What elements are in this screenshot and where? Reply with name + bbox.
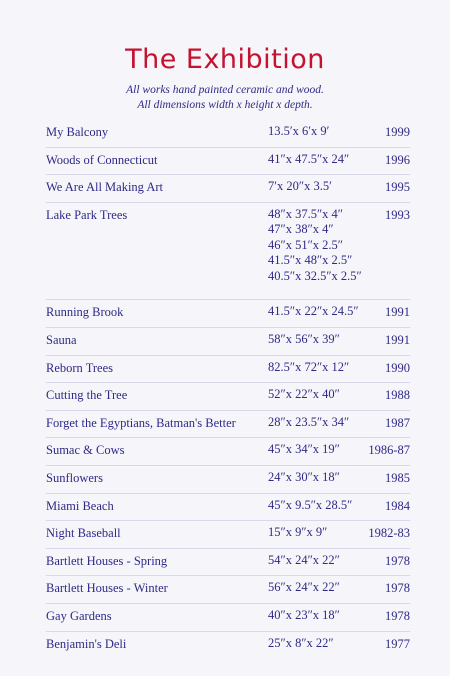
work-title: Lake Park Trees <box>46 207 128 222</box>
work-year: 1996 <box>385 152 410 167</box>
work-row <box>46 437 410 465</box>
work-dimensions <box>268 152 378 168</box>
work-dimensions <box>268 442 378 458</box>
work-dimensions <box>268 360 378 376</box>
dimension-line: 48″x 37.5″x 4″ <box>268 206 343 221</box>
work-row <box>46 120 410 147</box>
dimension-line: 46″x 51″x 2.5″ <box>268 237 343 252</box>
work-year: 1993 <box>385 207 410 222</box>
work-year: 1990 <box>385 360 410 375</box>
work-row <box>46 520 410 548</box>
work-title: Sunflowers <box>46 470 103 485</box>
work-row <box>46 575 410 603</box>
work-dimensions <box>268 608 378 624</box>
dimension-line: 15″x 9″x 9″ <box>268 525 328 540</box>
work-title: My Balcony <box>46 125 109 139</box>
work-dimensions <box>268 124 378 140</box>
work-row <box>46 174 410 202</box>
work-row <box>46 147 410 175</box>
work-dimensions <box>268 553 378 569</box>
dimension-line: 25″x 8″x 22″ <box>268 635 334 650</box>
work-year: 1999 <box>385 125 410 139</box>
work-title: Cutting the Tree <box>46 388 128 403</box>
work-row <box>46 202 410 300</box>
work-year: 1991 <box>385 332 410 347</box>
work-title: Sumac & Cows <box>46 443 125 458</box>
work-row <box>46 493 410 521</box>
work-year: 1988 <box>385 388 410 403</box>
work-title: Bartlett Houses - Spring <box>46 553 168 568</box>
work-year: 1991 <box>385 305 410 320</box>
dimension-line: 45″x 34″x 19″ <box>268 442 340 457</box>
work-year: 1986-87 <box>368 443 410 458</box>
work-year: 1987 <box>385 415 410 430</box>
work-title: Benjamin's Deli <box>46 636 127 651</box>
work-title: Running Brook <box>46 305 124 320</box>
work-year: 1984 <box>385 498 410 513</box>
work-title: Woods of Connecticut <box>46 152 158 167</box>
work-dimensions <box>268 332 378 348</box>
dimension-line: 7′x 20″x 3.5′ <box>268 179 332 194</box>
work-year: 1978 <box>385 608 410 623</box>
work-row <box>46 382 410 410</box>
dimension-line: 45″x 9.5″x 28.5″ <box>268 497 353 512</box>
dimension-line: 82.5″x 72″x 12″ <box>268 359 350 374</box>
work-row <box>46 410 410 438</box>
work-row <box>46 603 410 631</box>
work-year: 1977 <box>385 636 410 651</box>
work-year: 1978 <box>385 581 410 596</box>
work-dimensions <box>268 580 378 596</box>
work-row <box>46 299 410 327</box>
work-year: 1985 <box>385 470 410 485</box>
subtitle-dimensions-note: All dimensions width x height x depth. <box>137 99 313 111</box>
dimension-line: 41.5″x 22″x 24.5″ <box>268 304 359 319</box>
work-row <box>46 548 410 576</box>
work-dimensions <box>268 498 378 514</box>
works-list <box>46 120 410 658</box>
subtitle-materials: All works hand painted ceramic and wood. <box>126 84 324 96</box>
dimension-line: 41″x 47.5″x 24″ <box>268 151 350 166</box>
dimension-line: 56″x 24″x 22″ <box>268 580 340 595</box>
work-dimensions <box>268 470 378 486</box>
work-year: 1982-83 <box>368 526 410 541</box>
work-title: Bartlett Houses - Winter <box>46 581 168 596</box>
dimension-line: 40.5″x 32.5″x 2.5″ <box>268 268 362 283</box>
work-dimensions <box>268 387 378 403</box>
dimension-line: 52″x 22″x 40″ <box>268 387 340 402</box>
dimension-line: 40″x 23″x 18″ <box>268 607 340 622</box>
work-dimensions <box>268 525 378 541</box>
page-title: The Exhibition <box>125 44 325 75</box>
work-dimensions <box>268 207 378 285</box>
work-title: We Are All Making Art <box>46 180 164 195</box>
work-row <box>46 631 410 659</box>
work-year: 1978 <box>385 553 410 568</box>
work-title: Reborn Trees <box>46 360 114 375</box>
work-dimensions <box>268 179 378 195</box>
work-year: 1995 <box>385 180 410 195</box>
dimension-line: 58″x 56″x 39″ <box>268 331 340 346</box>
work-title: Miami Beach <box>46 498 114 513</box>
dimension-line: 47″x 38″x 4″ <box>268 222 334 237</box>
work-title: Night Baseball <box>46 526 121 541</box>
work-row <box>46 327 410 355</box>
work-title: Sauna <box>46 332 77 347</box>
work-dimensions <box>268 636 378 652</box>
work-title: Gay Gardens <box>46 608 112 623</box>
dimension-line: 28″x 23.5″x 34″ <box>268 414 350 429</box>
work-dimensions <box>268 415 378 431</box>
dimension-line: 54″x 24″x 22″ <box>268 552 340 567</box>
work-row <box>46 465 410 493</box>
work-row <box>46 355 410 383</box>
dimension-line: 24″x 30″x 18″ <box>268 469 340 484</box>
dimension-line: 13.5′x 6′x 9′ <box>268 124 330 138</box>
work-title: Forget the Egyptians, Batman's Better <box>46 415 236 430</box>
dimension-line: 41.5″x 48″x 2.5″ <box>268 253 353 268</box>
work-dimensions <box>268 304 378 320</box>
